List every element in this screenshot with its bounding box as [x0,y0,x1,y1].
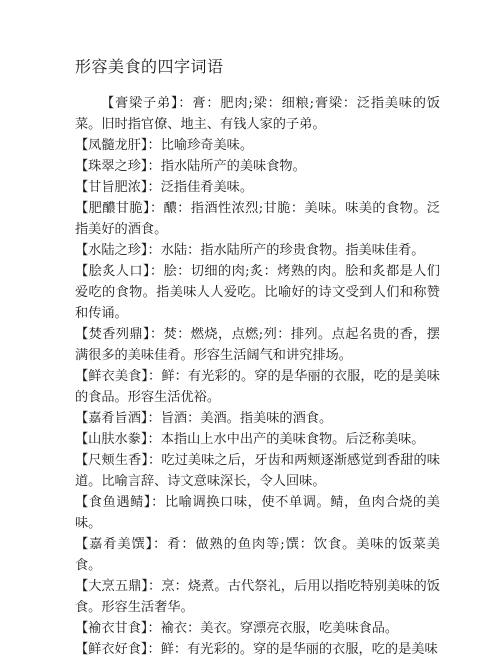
idiom-entry [75,618,440,639]
idiom-definition: ：膏：肥肉;梁：细粮;膏梁：泛指美味的饭菜。旧时指官僚、地主、有钱人家的子弟。 [75,96,440,132]
idiom-term: 【鲜衣美食】 [75,369,149,384]
idiom-entry [75,261,440,324]
idiom-definition: ：烹：烧煮。古代祭礼，后用以指吃特别美味的饭食。形容生活奢华。 [75,579,440,615]
idiom-entry [75,639,440,660]
idiom-term: 【嘉肴旨酒】 [75,411,148,426]
idiom-definition: ：本指山上水中出产的美味食物。后泛称美味。 [147,432,425,447]
idiom-term: 【珠翠之珍】 [75,159,148,174]
idiom-entry [75,534,440,576]
idiom-entry [75,576,440,618]
idiom-term: 【嘉肴美馔】 [75,537,154,552]
idiom-definition: ：吃过美味之后，牙齿和两颊逐渐感觉到香甜的味道。比喻言辞、诗文意味深长，令人回味。 [75,453,440,489]
idiom-definition: ：旨酒：美酒。指美味的酒食。 [147,411,333,426]
idiom-entry [75,240,440,261]
idiom-entry [75,429,440,450]
idiom-definition: ：肴：做熟的鱼肉等;馔：饮食。美味的饭菜美食。 [75,537,440,573]
idiom-entry [75,135,440,156]
idiom-entry [75,408,440,429]
idiom-term: 【山肤水豢】 [75,432,148,447]
idiom-definition: ：泛指佳肴美味。 [147,180,254,195]
document-title: 形容美食的四字词语 [75,57,224,76]
idiom-term: 【甘旨肥浓】 [75,180,148,195]
idiom-definition: ：脍：切细的肉;炙：烤熟的肉。脍和炙都是人们爱吃的食物。指美味人人爱吃。比喻好的诗文受到人们和称赞和传诵。 [75,264,440,321]
idiom-term: 【水陆之珍】 [75,243,148,258]
idiom-entry [75,198,440,240]
idiom-definition: ：焚：燃烧，点燃;列：排列。点起名贵的香，摆满很多的美味佳肴。形容生活阔气和讲究排场。 [75,327,440,363]
idiom-term: 【尺颊生香】 [75,453,149,468]
idiom-definition: ：指水陆所产的美味食物。 [147,159,306,174]
idiom-definition: ：比喻调换口味，使不单调。鲭，鱼肉合烧的美味。 [75,495,440,531]
idiom-entry [75,492,440,534]
idiom-term: 【肥醲甘脆】 [75,201,150,216]
idiom-term: 【焚香列鼎】 [75,327,150,342]
idiom-term: 【凤髓龙肝】 [75,138,148,153]
idiom-entry [75,450,440,492]
idiom-definition: ：比喻珍奇美味。 [147,138,254,153]
idiom-definition: ：醲：指酒性浓烈;甘脆：美味。味美的食物。泛指美好的酒食。 [75,201,440,237]
idiom-entry [75,93,440,135]
idiom-entry [75,177,440,198]
idiom-term: 【大烹五鼎】 [75,579,149,594]
idiom-term: 【膏梁子弟】 [101,96,179,111]
idiom-term: 【褕衣甘食】 [75,621,148,636]
idiom-definition: ：水陆：指水陆所产的珍贵食物。指美味佳肴。 [147,243,425,258]
idiom-term: 【鲜衣好食】 [75,642,148,657]
idiom-definition: ：褕衣：美衣。穿漂亮衣服，吃美味食品。 [147,621,399,636]
idiom-definition: ：鲜：有光彩的。穿的是华丽的衣服，吃的是美味的食品。形容生活优裕。 [75,369,440,405]
idiom-entry [75,156,440,177]
entry-list [75,93,440,660]
idiom-definition: ：鲜：有光彩的。穿的是华丽的衣服，吃的是美味 [147,642,438,657]
idiom-term: 【脍炙人口】 [75,264,150,279]
idiom-entry [75,324,440,366]
idiom-entry [75,366,440,408]
idiom-term: 【食鱼遇鲭】 [75,495,152,510]
